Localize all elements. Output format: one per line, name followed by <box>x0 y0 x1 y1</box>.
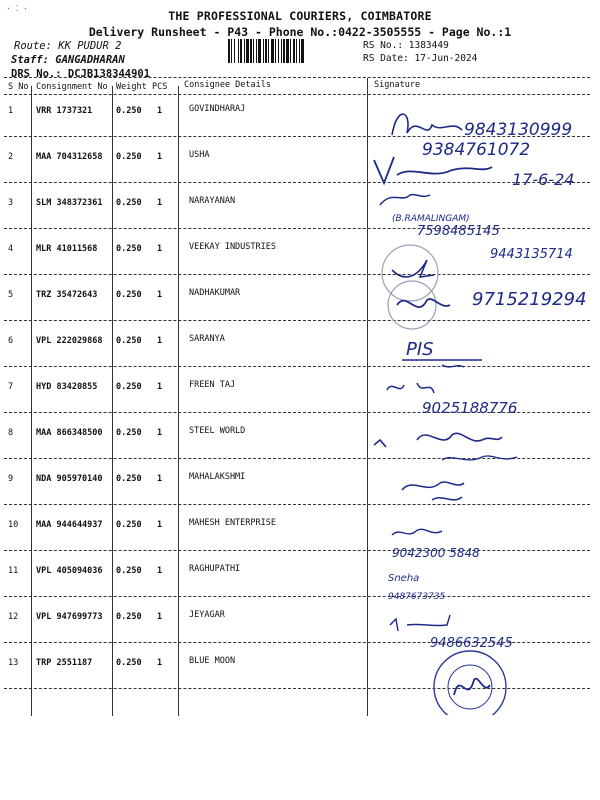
col-pcs-header: PCS <box>152 82 168 92</box>
row-consignment-number: VPL 947699773 <box>36 612 103 622</box>
barcode-bar <box>250 39 252 63</box>
row-consignment-number: MAA 944644937 <box>36 520 103 530</box>
row-consignee: FREEN TAJ <box>189 380 236 390</box>
barcode-bar <box>258 39 261 63</box>
row-consignee: JEYAGAR <box>189 610 225 620</box>
barcode-bar <box>238 39 239 63</box>
row-consignee: RAGHUPATHI <box>189 564 241 574</box>
row-pcs: 1 <box>157 244 163 254</box>
handwritten-phone: 9487673735 <box>388 592 446 602</box>
row-consignment-number: VPL 405094036 <box>36 566 103 576</box>
row-sno: 3 <box>8 198 14 208</box>
handwritten-phone: 9443135714 <box>490 247 573 262</box>
barcode <box>228 39 358 63</box>
row-pcs: 1 <box>157 474 163 484</box>
row-pcs: 1 <box>157 658 163 668</box>
barcode-bar <box>256 39 257 63</box>
row-consignee: GOVINDHARAJ <box>189 104 246 114</box>
row-consignee: MAHESH ENTERPRISE <box>189 518 276 528</box>
barcode-bar <box>299 39 300 63</box>
row-sno: 13 <box>8 658 19 668</box>
row-weight: 0.250 <box>116 612 142 622</box>
row-weight: 0.250 <box>116 152 142 162</box>
barcode-bar <box>301 39 304 63</box>
row-consignee: SARANYA <box>189 334 225 344</box>
barcode-bar <box>228 39 230 63</box>
rs-date: RS Date: 17-Jun-2024 <box>363 53 478 64</box>
barcode-bar <box>296 39 297 63</box>
row-sno: 10 <box>8 520 19 530</box>
col-divider <box>367 78 368 716</box>
barcode-bar <box>244 39 245 63</box>
row-consignment-number: TRZ 35472643 <box>36 290 98 300</box>
row-consignment-number: HYD 83420855 <box>36 382 98 392</box>
staff-label: Staff: GANGADHARAN <box>11 54 125 66</box>
row-weight: 0.250 <box>116 520 142 530</box>
row-weight: 0.250 <box>116 290 142 300</box>
signature-area <box>372 95 592 715</box>
handwritten-date: 17-6-24 <box>512 170 575 189</box>
barcode-bar <box>265 39 267 63</box>
barcode-bar <box>234 39 235 63</box>
row-sno: 8 <box>8 428 14 438</box>
barcode-bar <box>246 39 249 63</box>
handwritten-name: Sneha <box>388 573 420 584</box>
row-consignee: USHA <box>189 150 210 160</box>
col-sno-header: S No <box>8 82 29 92</box>
signature-scribble <box>402 360 482 367</box>
handwritten-phone: 9384761072 <box>422 140 531 160</box>
barcode-bar <box>271 39 274 63</box>
barcode-bar <box>240 39 242 63</box>
col-details-header: Consignee Details <box>184 80 271 90</box>
row-weight: 0.250 <box>116 566 142 576</box>
signature-scribble <box>402 482 464 500</box>
row-weight: 0.250 <box>116 428 142 438</box>
row-consignee: MAHALAKSHMI <box>189 472 246 482</box>
row-pcs: 1 <box>157 336 163 346</box>
handwritten-phone: 9025188776 <box>422 399 518 417</box>
signature-scribble <box>397 299 450 307</box>
route-label: Route: KK PUDUR 2 <box>14 40 122 52</box>
row-sno: 1 <box>8 106 14 116</box>
signature-scribble <box>387 383 434 393</box>
handwritten-phone: 7598485145 <box>417 224 500 239</box>
row-consignment-number: NDA 905970140 <box>36 474 103 484</box>
row-consignment-number: VPL 222029868 <box>36 336 103 346</box>
barcode-bar <box>275 39 276 63</box>
signature-scribble <box>374 157 492 183</box>
row-consignee: STEEL WORLD <box>189 426 246 436</box>
company-stamp <box>434 651 506 715</box>
row-pcs: 1 <box>157 520 163 530</box>
handwritten-phone: 9843130999 <box>464 120 573 140</box>
row-weight: 0.250 <box>116 244 142 254</box>
col-signature-header: Signature <box>374 80 421 90</box>
row-weight: 0.250 <box>116 198 142 208</box>
row-consignment-number: SLM 348372361 <box>36 198 103 208</box>
runsheet-subtitle: Delivery Runsheet - P43 - Phone No.:0422-3505555 - Page No.:1 <box>88 25 512 39</box>
barcode-bar <box>253 39 254 63</box>
company-title: THE PROFESSIONAL COURIERS, COIMBATORE <box>168 9 432 23</box>
row-consignment-number: MAA 704312658 <box>36 152 103 162</box>
row-pcs: 1 <box>157 106 163 116</box>
row-consignee: VEEKAY INDUSTRIES <box>189 242 276 252</box>
row-pcs: 1 <box>157 152 163 162</box>
row-pcs: 1 <box>157 566 163 576</box>
signature-scribble <box>442 456 517 460</box>
company-stamp <box>382 245 438 301</box>
row-consignment-number: TRP 2551187 <box>36 658 93 668</box>
header-top-rule <box>4 77 590 78</box>
row-weight: 0.250 <box>116 474 142 484</box>
col-consignment-header: Consignment No <box>36 82 108 92</box>
barcode-bar <box>268 39 269 63</box>
scan-specks: · ⁚ · <box>6 4 28 13</box>
row-sno: 6 <box>8 336 14 346</box>
barcode-bar <box>281 39 282 63</box>
col-divider <box>31 86 32 716</box>
row-sno: 12 <box>8 612 19 622</box>
barcode-bar <box>263 39 264 63</box>
row-sno: 11 <box>8 566 19 576</box>
row-weight: 0.250 <box>116 336 142 346</box>
handwritten-phone: 9486632545 <box>430 636 513 651</box>
drs-number: DRS No.: DCJB138344901 <box>11 68 151 80</box>
signature-scribble <box>392 529 442 535</box>
col-weight-header: Weight <box>116 82 147 92</box>
barcode-bar <box>290 39 291 63</box>
row-sno: 5 <box>8 290 14 300</box>
row-weight: 0.250 <box>116 658 142 668</box>
row-pcs: 1 <box>157 612 163 622</box>
row-pcs: 1 <box>157 290 163 300</box>
handwritten-initials: PIS <box>406 339 434 360</box>
barcode-bar <box>231 39 232 63</box>
signature-scribble <box>392 114 462 135</box>
row-sno: 4 <box>8 244 14 254</box>
barcode-bar <box>283 39 285 63</box>
barcode-bar <box>278 39 279 63</box>
handwritten-phone: 9715219294 <box>472 289 587 310</box>
col-divider <box>178 86 179 716</box>
barcode-bar <box>286 39 289 63</box>
row-sno: 2 <box>8 152 14 162</box>
col-divider <box>112 86 113 716</box>
signature-scribble <box>374 433 502 447</box>
row-weight: 0.250 <box>116 382 142 392</box>
row-pcs: 1 <box>157 428 163 438</box>
row-consignment-number: MLR 41011568 <box>36 244 98 254</box>
handwritten-phone: 9042300 5848 <box>392 546 480 560</box>
rs-number: RS No.: 1383449 <box>363 40 449 51</box>
row-consignee: NARAYANAN <box>189 196 236 206</box>
signature-scribble <box>454 679 490 695</box>
row-weight: 0.250 <box>116 106 142 116</box>
row-sno: 9 <box>8 474 14 484</box>
handwritten-name: (B.RAMALINGAM) <box>392 214 470 224</box>
row-pcs: 1 <box>157 198 163 208</box>
row-consignee: BLUE MOON <box>189 656 236 666</box>
signature-scribble <box>380 195 430 205</box>
row-pcs: 1 <box>157 382 163 392</box>
signature-scribble <box>392 260 434 277</box>
row-consignee: NADHAKUMAR <box>189 288 241 298</box>
row-consignment-number: MAA 866348500 <box>36 428 103 438</box>
row-consignment-number: VRR 1737321 <box>36 106 93 116</box>
row-sno: 7 <box>8 382 14 392</box>
signature-scribble <box>390 615 450 631</box>
barcode-bar <box>293 39 295 63</box>
